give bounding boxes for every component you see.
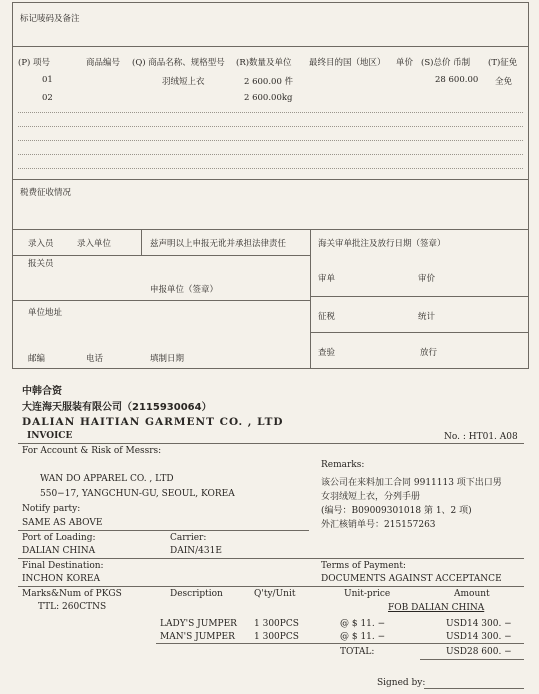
price-review-label: 审价 xyxy=(418,274,436,284)
carrier-label: Carrier: xyxy=(170,533,207,543)
remarks-line-1: 该公司在来料加工合同 9911113 项下出口男 xyxy=(321,478,502,488)
statistics-label: 统计 xyxy=(418,312,436,322)
line-qty: 1 300PCS xyxy=(254,619,299,629)
line-description: MAN'S JUMPER xyxy=(160,632,235,642)
price-basis: FOB DALIAN CHINA xyxy=(388,603,485,613)
carrier-value: DAIN/431E xyxy=(170,546,222,556)
col-item-no: (P) 项号 xyxy=(18,58,51,68)
col-description: Description xyxy=(170,589,223,599)
total-label: TOTAL: xyxy=(340,647,375,657)
remarks-line-2: 女羽绒短上衣，分列手册 xyxy=(321,492,421,502)
row-description: 羽绒短上衣 xyxy=(162,77,205,87)
unit-address: 单位地址 xyxy=(28,308,63,318)
row-item-no: 01 xyxy=(42,75,53,85)
remarks-line-3: (编号：B09009301018 第 1、2 项) xyxy=(321,506,472,516)
entry-unit: 录入单位 xyxy=(77,239,112,249)
col-amount: Amount xyxy=(454,589,490,599)
review-label: 审单 xyxy=(318,274,336,284)
port-of-loading-value: DALIAN CHINA xyxy=(22,546,96,556)
col-qty-unit: Q'ty/Unit xyxy=(254,589,296,599)
declarant-unit-seal: 申报单位（签章） xyxy=(150,285,219,295)
col-description: (Q) 商品名称、规格型号 xyxy=(132,58,225,68)
col-qty-unit: (R)数量及单位 xyxy=(236,58,292,68)
total-value: USD28 600. − xyxy=(446,647,512,657)
tax-label: 税费征收情况 xyxy=(20,188,72,198)
customs-approval-label: 海关审单批注及放行日期（签章） xyxy=(318,239,446,249)
final-destination-value: INCHON KOREA xyxy=(22,574,100,584)
marks-remarks-label: 标记唛码及备注 xyxy=(20,14,80,24)
notify-party-label: Notify party: xyxy=(22,504,81,514)
row-qty: 2 600.00kg xyxy=(244,93,293,103)
notify-party-value: SAME AS ABOVE xyxy=(22,518,103,528)
line-unit-price: @ $ 11. − xyxy=(340,619,386,629)
col-levy: (T)征免 xyxy=(488,58,518,68)
for-account-label: For Account & Risk of Messrs: xyxy=(22,446,162,456)
invoice-title: INVOICE xyxy=(27,431,73,441)
signed-by-label: Signed by: xyxy=(377,678,426,688)
row-total: 28 600.00 xyxy=(435,75,479,85)
col-unit-price: 单价 xyxy=(396,58,414,68)
phone-label: 电话 xyxy=(86,354,104,364)
line-qty: 1 300PCS xyxy=(254,632,299,642)
port-of-loading-label: Port of Loading: xyxy=(22,533,96,543)
line-description: LADY'S JUMPER xyxy=(160,619,237,629)
inspection-label: 查验 xyxy=(318,348,336,358)
buyer-name: WAN DO APPAREL CO. , LTD xyxy=(40,474,174,484)
invoice-number: No. : HT01. A08 xyxy=(444,432,518,442)
fill-date-label: 填制日期 xyxy=(150,354,185,364)
entry-clerk: 录入员 xyxy=(28,239,54,249)
row-item-no: 02 xyxy=(42,93,53,103)
remarks-label: Remarks: xyxy=(321,460,365,470)
col-total-currency: (S)总价 币制 xyxy=(421,58,471,68)
row-qty: 2 600.00 件 xyxy=(244,77,294,87)
col-unit-price: Unit-price xyxy=(344,589,391,599)
company-name-en: DALIAN HAITIAN GARMENT CO. , LTD xyxy=(22,416,284,428)
terms-of-payment-value: DOCUMENTS AGAINST ACCEPTANCE xyxy=(321,574,502,584)
row-levy: 全免 xyxy=(495,77,513,87)
line-amount: USD14 300. − xyxy=(446,632,512,642)
line-unit-price: @ $ 11. − xyxy=(340,632,386,642)
postcode-label: 邮编 xyxy=(28,354,46,364)
terms-of-payment-label: Terms of Payment: xyxy=(321,561,406,571)
company-name-cn: 大连海天服装有限公司（2115930064） xyxy=(22,402,212,413)
declaration-statement: 兹声明以上申报无讹并承担法律责任 xyxy=(150,239,287,249)
final-destination-label: Final Destination: xyxy=(22,561,104,571)
company-type: 中韩合资 xyxy=(22,386,62,397)
tax-collection-label: 征税 xyxy=(318,312,336,322)
release-label: 放行 xyxy=(420,348,438,358)
remarks-line-4: 外汇核销单号：215157263 xyxy=(321,520,436,530)
col-marks-pkgs: Marks&Num of PKGS xyxy=(22,589,122,599)
col-dest-country: 最终目的国（地区） xyxy=(309,58,386,68)
declarant: 报关员 xyxy=(28,259,54,269)
line-amount: USD14 300. − xyxy=(446,619,512,629)
marks-value: TTL: 260CTNS xyxy=(38,602,107,612)
col-goods-code: 商品编号 xyxy=(86,58,121,68)
buyer-address: 550−17, YANGCHUN-GU, SEOUL, KOREA xyxy=(40,489,235,499)
